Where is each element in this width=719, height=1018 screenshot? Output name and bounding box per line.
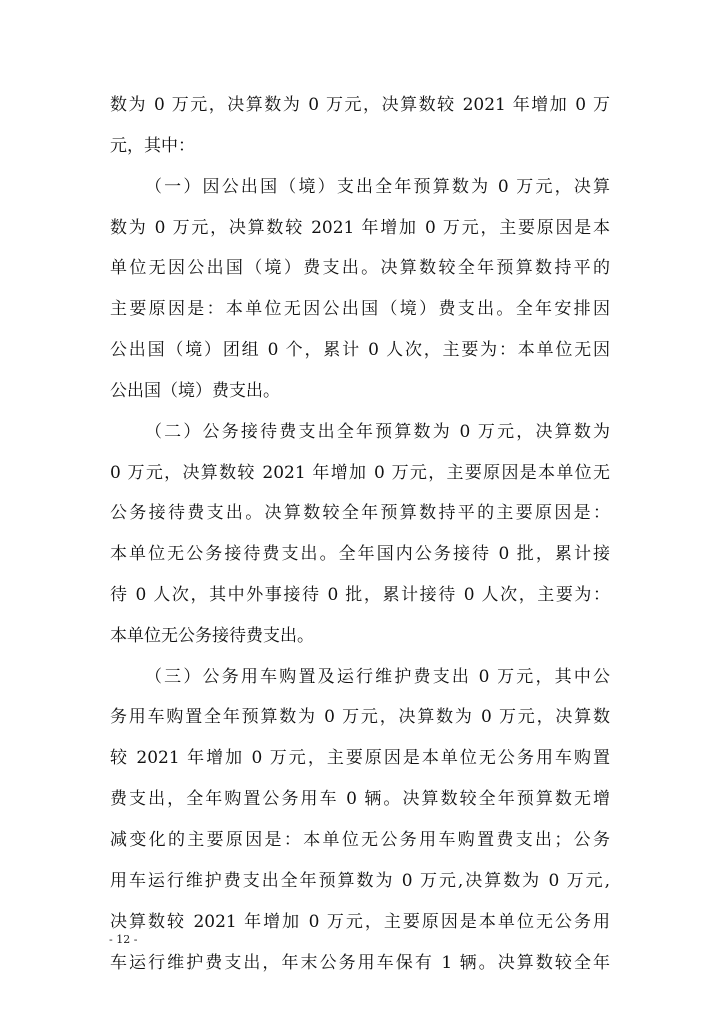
text-line-3: （一）因公出国（境）支出全年预算数为 0 万元，决算 xyxy=(145,177,610,197)
text-line-16: 务用车购置全年预算数为 0 万元，决算数为 0 万元，决算数 xyxy=(110,707,610,727)
text-line-2: 元，其中： xyxy=(110,136,195,156)
text-line-13: 待 0 人次，其中外事接待 0 批，累计接待 0 人次，主要为： xyxy=(110,585,610,605)
text-line-11: 公务接待费支出。决算数较全年预算数持平的主要原因是： xyxy=(110,503,610,523)
text-line-15: （三）公务用车购置及运行维护费支出 0 万元，其中公 xyxy=(145,667,610,687)
text-line-5: 单位无因公出国（境）费支出。决算数较全年预算数持平的 xyxy=(110,258,610,278)
text-line-6: 主要原因是：本单位无因公出国（境）费支出。全年安排因 xyxy=(110,299,610,319)
text-line-18: 费支出，全年购置公务用车 0 辆。决算数较全年预算数无增 xyxy=(110,789,610,809)
text-line-10: 0 万元，决算数较 2021 年增加 0 万元，主要原因是本单位无 xyxy=(110,463,610,483)
text-line-21: 决算数较 2021 年增加 0 万元，主要原因是本单位无公务用 xyxy=(110,912,610,932)
text-line-4: 数为 0 万元，决算数较 2021 年增加 0 万元，主要原因是本 xyxy=(110,218,610,238)
text-line-12: 本单位无公务接待费支出。全年国内公务接待 0 批，累计接 xyxy=(110,544,610,564)
page-number: - 12 - xyxy=(109,933,138,946)
text-line-1: 数为 0 万元，决算数为 0 万元，决算数较 2021 年增加 0 万 xyxy=(110,95,610,115)
text-line-19: 减变化的主要原因是：本单位无公务用车购置费支出；公务 xyxy=(110,830,610,850)
text-line-9: （二）公务接待费支出全年预算数为 0 万元，决算数为 xyxy=(145,422,610,442)
text-line-7: 公出国（境）团组 0 个，累计 0 人次，主要为：本单位无因 xyxy=(110,340,610,360)
text-line-8: 公出国（境）费支出。 xyxy=(110,381,280,401)
text-line-20: 用车运行维护费支出全年预算数为 0 万元,决算数为 0 万元, xyxy=(110,871,610,891)
text-line-14: 本单位无公务接待费支出。 xyxy=(110,626,314,646)
text-line-17: 较 2021 年增加 0 万元，主要原因是本单位无公务用车购置 xyxy=(110,748,610,768)
text-line-22: 车运行维护费支出，年末公务用车保有 1 辆。决算数较全年 xyxy=(110,953,610,973)
